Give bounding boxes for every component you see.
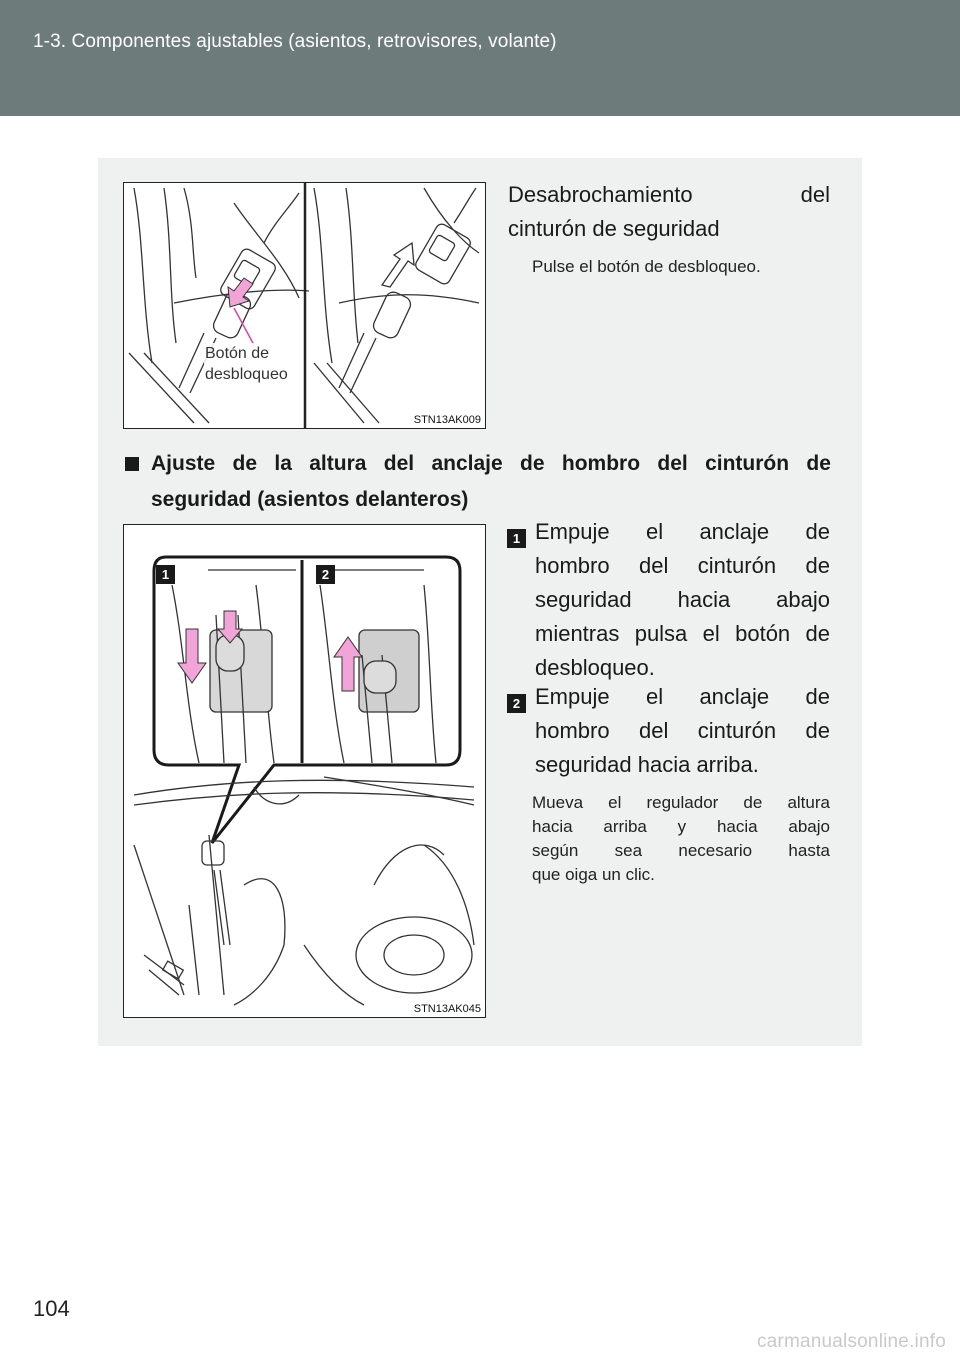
word: según xyxy=(532,841,579,860)
word: hacia xyxy=(716,817,758,836)
word: pulsa xyxy=(634,621,688,646)
step-1-number: 1 xyxy=(507,529,526,548)
word: hombro xyxy=(561,452,641,475)
text-line xyxy=(535,714,830,748)
word: el xyxy=(645,684,664,709)
word: seguridad xyxy=(535,587,632,612)
title-line2: cinturón de seguridad xyxy=(508,216,720,241)
word: Ajuste xyxy=(151,452,216,475)
word: botón xyxy=(735,621,791,646)
press-arrow xyxy=(228,278,254,345)
step-2-badge: 2 xyxy=(316,565,335,584)
word: abajo xyxy=(788,817,830,836)
word: mientras xyxy=(535,621,620,646)
word: hombro xyxy=(535,553,610,578)
text-line xyxy=(535,583,830,617)
heading-line2: seguridad (asientos delanteros) xyxy=(151,488,469,511)
step-2-number: 2 xyxy=(507,694,526,713)
word: el xyxy=(645,519,664,544)
text-line: que oiga un clic. xyxy=(532,865,655,884)
word: necesario xyxy=(678,841,753,860)
step-1-text xyxy=(535,515,830,685)
word: regulador xyxy=(646,793,719,812)
pull-arrow xyxy=(382,243,414,287)
page-number: 104 xyxy=(33,1296,70,1321)
word: abajo xyxy=(776,587,830,612)
word: de xyxy=(520,452,545,475)
word: de xyxy=(805,519,830,544)
word: cinturón xyxy=(697,553,777,578)
text-line xyxy=(532,791,830,815)
title-line1 xyxy=(508,178,830,212)
page-header xyxy=(0,0,960,116)
word: de xyxy=(232,452,258,475)
heading-line1 xyxy=(151,446,831,482)
word: de xyxy=(805,718,830,743)
word: de xyxy=(806,452,831,475)
word: del xyxy=(639,718,669,743)
figure-code: STN13AK045 xyxy=(413,1003,481,1015)
header-title: 1-3. Componentes ajustables (asientos, retrovisores, volante) xyxy=(33,31,557,52)
word: del xyxy=(639,553,669,578)
text-line xyxy=(535,680,830,714)
square-bullet-icon xyxy=(125,457,139,471)
text-line: seguridad hacia arriba. xyxy=(535,752,759,777)
word: arriba xyxy=(603,817,647,836)
watermark: carmanualsonline.info xyxy=(756,1331,946,1352)
text-line: desbloqueo. xyxy=(535,655,655,680)
word: hacia xyxy=(532,817,573,836)
text-line xyxy=(532,839,830,863)
word: del xyxy=(383,452,415,475)
unbuckle-note: Pulse el botón de desbloqueo. xyxy=(532,257,761,276)
section-title-unbuckle xyxy=(508,178,830,246)
word: hasta xyxy=(788,841,830,860)
seatbelt-release-figure xyxy=(123,182,486,429)
word: la xyxy=(274,452,292,475)
word: del xyxy=(657,452,688,475)
text-line xyxy=(532,815,830,839)
word: altura xyxy=(309,452,367,475)
release-label-line2: desbloqueo xyxy=(205,366,288,383)
step-1-badge: 1 xyxy=(156,565,175,584)
step-2-text xyxy=(535,680,830,782)
figure-code: STN13AK009 xyxy=(413,414,481,426)
shoulder-anchor-figure xyxy=(123,524,486,1018)
word: sea xyxy=(614,841,643,860)
word: anclaje xyxy=(699,519,770,544)
release-label-line1: Botón de xyxy=(205,345,270,362)
text-line xyxy=(535,549,830,583)
text-line xyxy=(535,617,830,651)
word: de xyxy=(805,621,830,646)
section-heading-shoulder-anchor xyxy=(125,446,831,518)
word: de xyxy=(743,793,763,812)
shoulder-anchor-illustration xyxy=(124,525,485,1017)
word: el xyxy=(608,793,622,812)
word: y xyxy=(677,817,687,836)
word: Empuje xyxy=(535,684,610,709)
word: cinturón xyxy=(697,718,777,743)
word: Desabrochamiento xyxy=(508,182,693,207)
word: del xyxy=(800,182,830,207)
seatbelt-release-illustration xyxy=(124,183,485,428)
word: Empuje xyxy=(535,519,610,544)
word: cinturón xyxy=(705,452,790,475)
word: altura xyxy=(787,793,830,812)
word: hacia xyxy=(677,587,731,612)
release-button-label xyxy=(204,343,289,385)
step-2 xyxy=(507,680,830,782)
step-1 xyxy=(507,515,830,685)
word: anclaje xyxy=(699,684,770,709)
text-line xyxy=(535,515,830,549)
word: hombro xyxy=(535,718,610,743)
word: anclaje xyxy=(431,452,503,475)
word: de xyxy=(805,553,830,578)
word: Mueva xyxy=(532,793,584,812)
word: de xyxy=(805,684,830,709)
height-adjuster-note xyxy=(532,791,830,887)
word: el xyxy=(702,621,720,646)
